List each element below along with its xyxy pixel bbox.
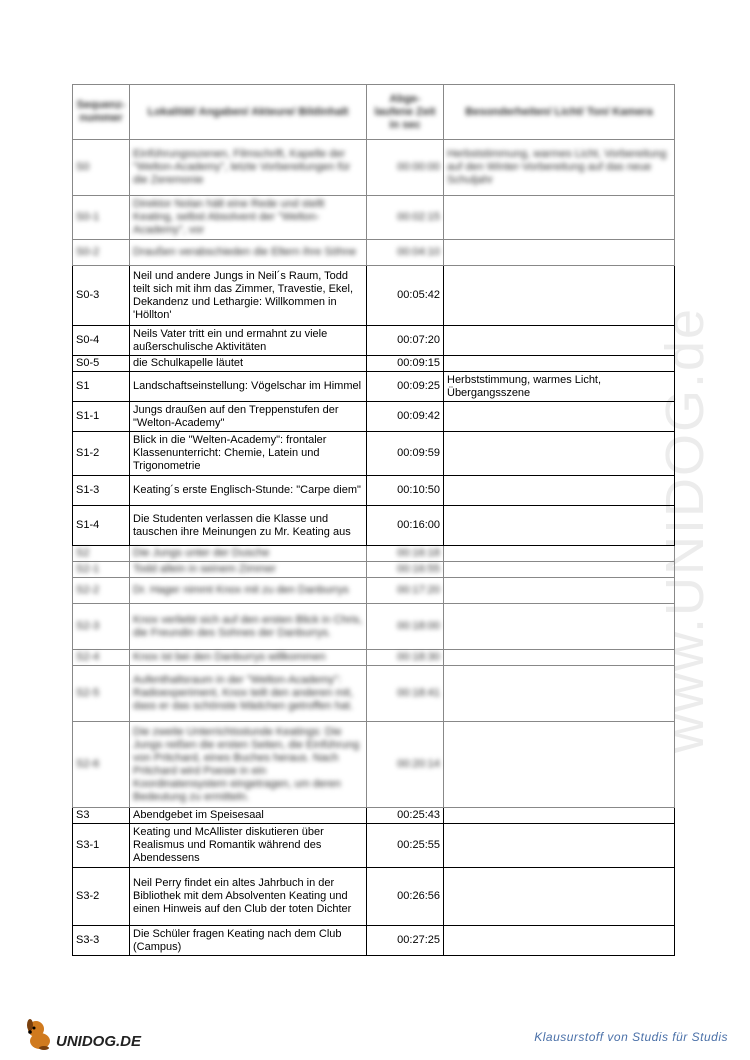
notes-cell: Herbststimmung, warmes Licht, Vorbereitung auf den Winter-Vorbereitung auf das neue Schuljahr: [444, 140, 675, 196]
description-cell: Neils Vater tritt ein und ermahnt zu viele außerschulische Aktivitäten: [130, 326, 367, 356]
description-cell: Knox ist bei den Danburrys willkommen: [130, 650, 367, 666]
description-cell: Die Schüler fragen Keating nach dem Club (Campus): [130, 926, 367, 956]
table-header-row: [73, 85, 675, 140]
table-row: [73, 372, 675, 402]
time-cell: 00:02:15: [367, 196, 444, 240]
notes-cell: [444, 266, 675, 326]
table-row: [73, 868, 675, 926]
sequence-cell: S2-4: [73, 650, 130, 666]
notes-cell: [444, 432, 675, 476]
sequence-cell: S1: [73, 372, 130, 402]
sequence-cell: S3-3: [73, 926, 130, 956]
description-cell: Die zweite Unterrichtsstunde Keatings: Die Jungs reißen die ersten Seiten, die Einführung von Pritchard, eines Buches heraus. Nach Pritchard wird Poesie in ein Koordinatensystem eingetragen, um deren Bedeutung zu ermitteln.: [130, 722, 367, 808]
sequence-cell: S1-3: [73, 476, 130, 506]
notes-cell: [444, 546, 675, 562]
time-cell: 00:18:41: [367, 666, 444, 722]
description-cell: Abendgebet im Speisesaal: [130, 808, 367, 824]
notes-cell: [444, 196, 675, 240]
header-location: Lokalität/ Angaben/ Akteure/ Bildinhalt: [130, 85, 367, 140]
table-row: [73, 546, 675, 562]
sequence-cell: S3-1: [73, 824, 130, 868]
watermark-text: www.UNIDOG.de: [655, 306, 715, 754]
notes-cell: [444, 326, 675, 356]
sequence-cell: S2-5: [73, 666, 130, 722]
description-cell: Keating und McAllister diskutieren über Realismus und Romantik während des Abendessens: [130, 824, 367, 868]
sequence-cell: S0-1: [73, 196, 130, 240]
notes-cell: [444, 808, 675, 824]
notes-cell: [444, 868, 675, 926]
description-cell: Todd allein in seinem Zimmer: [130, 562, 367, 578]
description-cell: Knox verliebt sich auf den ersten Blick in Chris, die Freundin des Sohnes der Danburrys.: [130, 604, 367, 650]
description-cell: Einführungsszenen, Filmschrift, Kapelle der "Welton-Academy", letzte Vorbereitungen für die Zeremonie: [130, 140, 367, 196]
table-row: [73, 926, 675, 956]
time-cell: 00:20:14: [367, 722, 444, 808]
logo-text: UNIDOG.DE: [56, 1033, 142, 1050]
time-cell: 00:07:20: [367, 326, 444, 356]
time-cell: 00:27:25: [367, 926, 444, 956]
time-cell: 00:09:25: [367, 372, 444, 402]
sequence-cell: S2-2: [73, 578, 130, 604]
sequence-cell: S3: [73, 808, 130, 824]
table-body: [73, 140, 675, 956]
sequence-cell: S1-1: [73, 402, 130, 432]
description-cell: Die Studenten verlassen die Klasse und tauschen ihre Meinungen zu Mr. Keating aus: [130, 506, 367, 546]
footer-tagline: Klausurstoff von Studis für Studis: [534, 1030, 728, 1044]
notes-cell: [444, 824, 675, 868]
notes-cell: [444, 926, 675, 956]
dog-icon: [27, 1019, 50, 1050]
time-cell: 00:18:00: [367, 604, 444, 650]
table-row: [73, 240, 675, 266]
time-cell: 00:18:30: [367, 650, 444, 666]
table-row: [73, 824, 675, 868]
notes-cell: [444, 604, 675, 650]
time-cell: 00:16:00: [367, 506, 444, 546]
time-cell: 00:25:55: [367, 824, 444, 868]
notes-cell: [444, 476, 675, 506]
sequence-cell: S2-1: [73, 562, 130, 578]
description-cell: Landschaftseinstellung: Vögelschar im Himmel: [130, 372, 367, 402]
table-row: [73, 578, 675, 604]
table-row: [73, 196, 675, 240]
header-time: Abge- laufene Zeit in sec: [367, 85, 444, 140]
sequence-cell: S1-4: [73, 506, 130, 546]
notes-cell: [444, 506, 675, 546]
table-row: [73, 562, 675, 578]
unidog-logo: [22, 1015, 162, 1055]
table-row: [73, 506, 675, 546]
time-cell: 00:17:20: [367, 578, 444, 604]
time-cell: 00:09:15: [367, 356, 444, 372]
time-cell: 00:04:10: [367, 240, 444, 266]
table-row: [73, 808, 675, 824]
table-row: [73, 604, 675, 650]
sequence-cell: S0-5: [73, 356, 130, 372]
notes-cell: [444, 578, 675, 604]
notes-cell: [444, 666, 675, 722]
header-sequence: Sequenz- nummer: [73, 85, 130, 140]
time-cell: 00:09:59: [367, 432, 444, 476]
sequence-cell: S2: [73, 546, 130, 562]
description-cell: Die Jungs unter der Dusche: [130, 546, 367, 562]
description-cell: Draußen verabschieden die Eltern ihre Söhne: [130, 240, 367, 266]
time-cell: 00:09:42: [367, 402, 444, 432]
sequence-cell: S0: [73, 140, 130, 196]
time-cell: 00:00:00: [367, 140, 444, 196]
sequence-table: [72, 84, 675, 956]
table-row: [73, 666, 675, 722]
sequence-cell: S2-6: [73, 722, 130, 808]
notes-cell: [444, 240, 675, 266]
description-cell: Neil Perry findet ein altes Jahrbuch in der Bibliothek mit dem Absolventen Keating und einen Hinweis auf den Club der toten Dichter: [130, 868, 367, 926]
sequence-cell: S1-2: [73, 432, 130, 476]
time-cell: 00:25:43: [367, 808, 444, 824]
time-cell: 00:16:18: [367, 546, 444, 562]
table-row: [73, 650, 675, 666]
sequence-cell: S0-2: [73, 240, 130, 266]
time-cell: 00:26:56: [367, 868, 444, 926]
sequence-cell: S3-2: [73, 868, 130, 926]
table-row: [73, 432, 675, 476]
table-row: [73, 356, 675, 372]
notes-cell: [444, 650, 675, 666]
table-row: [73, 140, 675, 196]
time-cell: 00:10:50: [367, 476, 444, 506]
notes-cell: Herbststimmung, warmes Licht, Übergangsszene: [444, 372, 675, 402]
description-cell: Aufenthaltsraum in der "Welton-Academy": Radioexperiment, Knox teilt den anderen mit, dass er das schönste Mädchen getroffen hat.: [130, 666, 367, 722]
notes-cell: [444, 402, 675, 432]
sequence-cell: S0-4: [73, 326, 130, 356]
time-cell: 00:05:42: [367, 266, 444, 326]
description-cell: Jungs draußen auf den Treppenstufen der "Welton-Academy": [130, 402, 367, 432]
table-row: [73, 266, 675, 326]
table-row: [73, 476, 675, 506]
table-row: [73, 722, 675, 808]
sequence-cell: S0-3: [73, 266, 130, 326]
description-cell: Blick in die "Welten-Academy": frontaler Klassenunterricht: Chemie, Latein und Trigonometrie: [130, 432, 367, 476]
description-cell: Dr. Hager nimmt Knox mit zu den Danburrys: [130, 578, 367, 604]
header-notes: Besonderheiten/ Licht/ Ton/ Kamera: [444, 85, 675, 140]
notes-cell: [444, 562, 675, 578]
description-cell: die Schulkapelle läutet: [130, 356, 367, 372]
time-cell: 00:16:55: [367, 562, 444, 578]
description-cell: Keating´s erste Englisch-Stunde: "Carpe diem": [130, 476, 367, 506]
sequence-cell: S2-3: [73, 604, 130, 650]
description-cell: Direktor Nolan hält eine Rede und stellt Keating, selbst Absolvent der "Welton-Academy", vor: [130, 196, 367, 240]
table-row: [73, 326, 675, 356]
notes-cell: [444, 722, 675, 808]
table-row: [73, 402, 675, 432]
description-cell: Neil und andere Jungs in Neil´s Raum, Todd teilt sich mit ihm das Zimmer, Travestie, Ekel, Dekandenz und Lethargie: Willkommen in 'Höllton': [130, 266, 367, 326]
notes-cell: [444, 356, 675, 372]
